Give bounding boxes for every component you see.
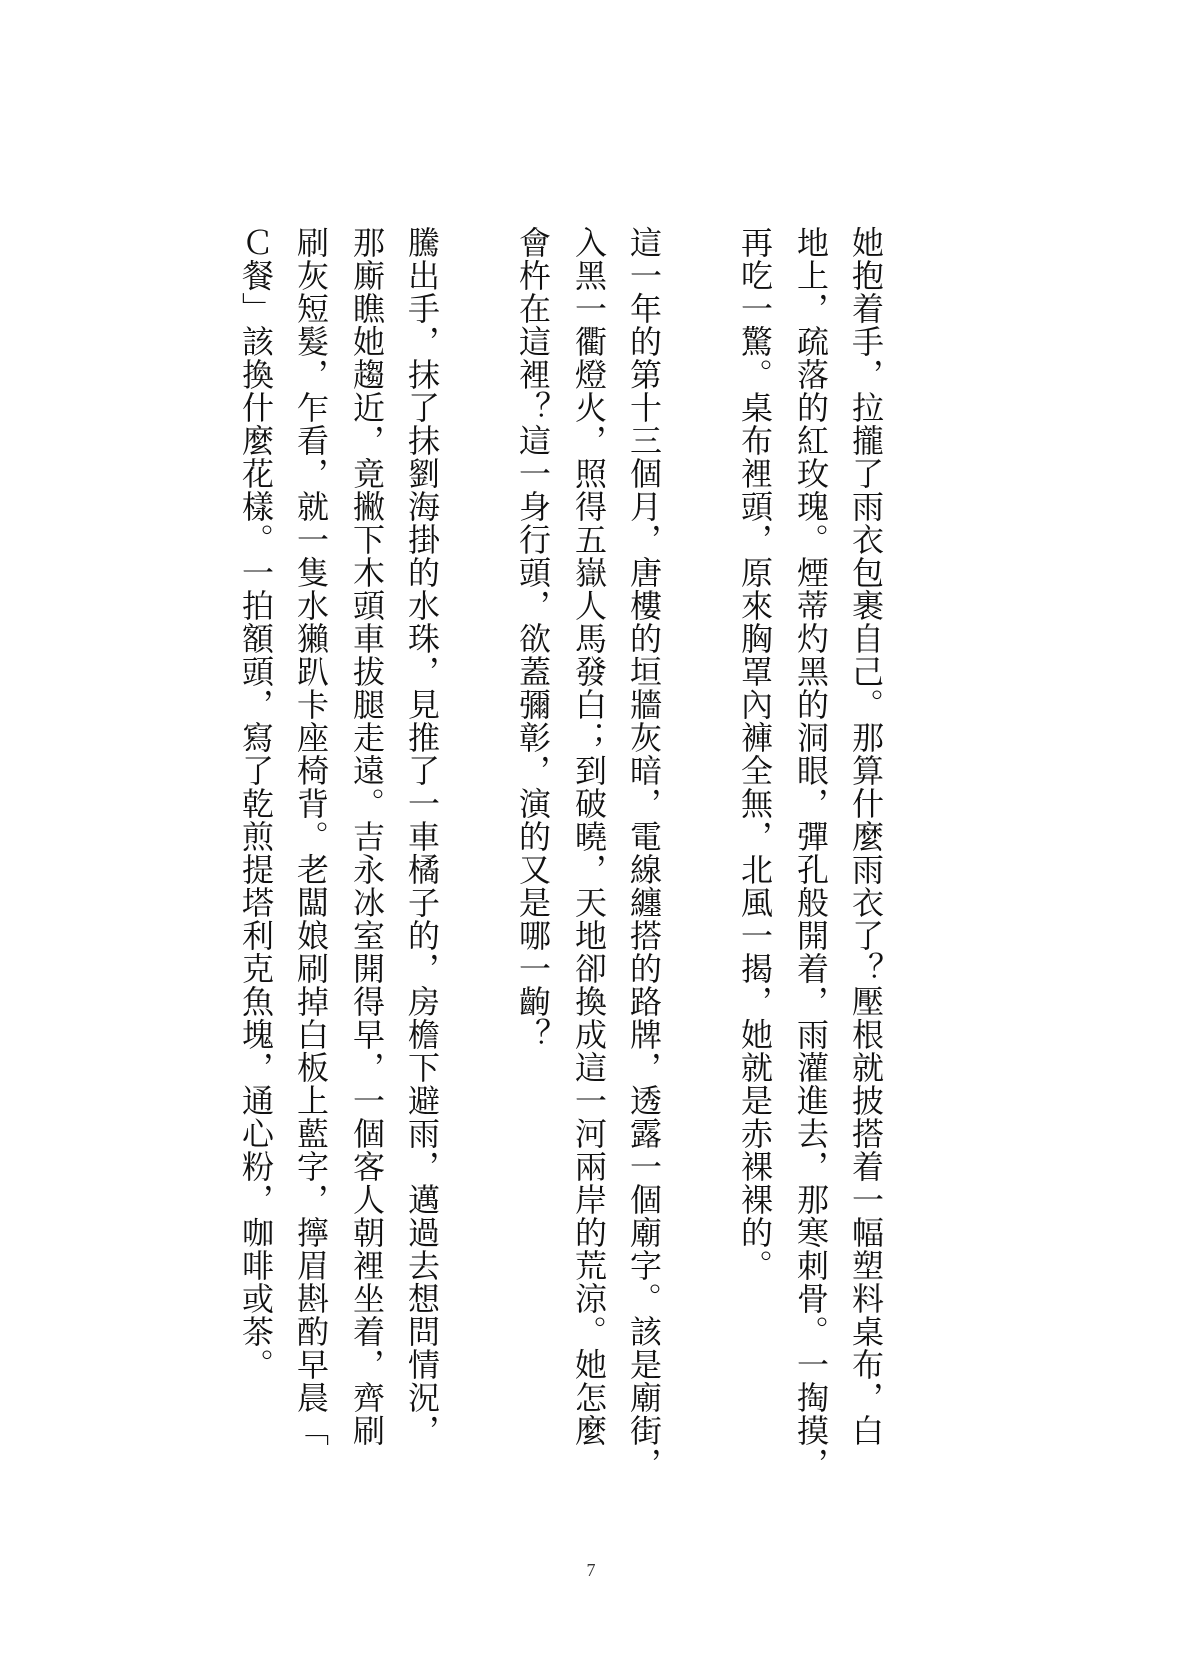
text-column: 再吃一驚。桌布裡頭，原來胸罩內褲全無，北風一揭，她就是赤裸裸的。 (736, 226, 774, 1282)
text-column: 她抱着手，拉攏了雨衣包裹自己。那算什麼雨衣了？壓根就披搭着一幅塑料桌布，白 (847, 226, 885, 1447)
text-column: 那廝瞧她趨近，竟撇下木頭車拔腿走遠。吉永冰室開得早，一個客人朝裡坐着，齊刷 (348, 226, 386, 1447)
text-column: 這一年的第十三個月，唐樓的垣牆灰暗，電線纏搭的路牌，透露一個廟字。該是廟街， (625, 226, 663, 1480)
page-number: 7 (586, 1560, 596, 1580)
text-column: 地上，疏落的紅玫瑰。煙蒂灼黑的洞眼，彈孔般開着，雨灌進去，那寒刺骨。一掏摸， (792, 226, 830, 1480)
text-column: 會杵在這裡？這一身行頭，欲蓋彌彰，演的又是哪一齣？ (514, 226, 552, 1051)
text-column: Ｃ餐」該換什麼花樣。一拍額頭，寫了乾煎提塔利克魚塊，通心粉，咖啡或茶。 (237, 226, 275, 1381)
text-column: 騰出手，抹了抹劉海掛的水珠，見推了一車橘子的，房檐下避雨，邁過去想問情況， (403, 226, 441, 1447)
text-column: 入黑一衢燈火，照得五嶽人馬發白；到破曉，天地卻換成這一河兩岸的荒涼。她怎麼 (570, 226, 608, 1447)
text-column: 刷灰短髮，乍看，就一隻水獺趴卡座椅背。老闆娘刷掉白板上藍字，擰眉斟酌早晨「 (292, 226, 330, 1447)
